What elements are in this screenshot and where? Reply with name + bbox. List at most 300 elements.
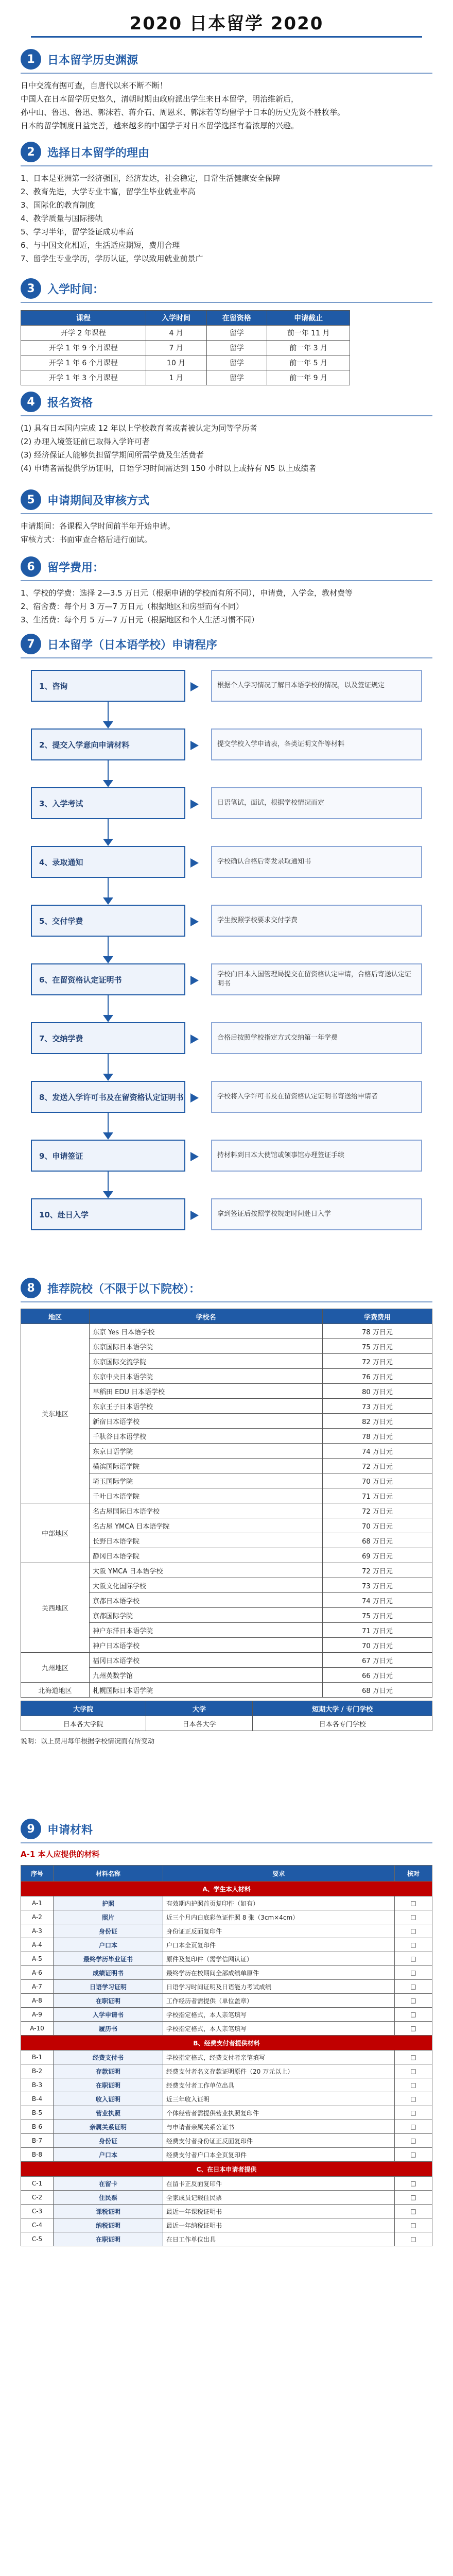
item-name: 身份证 <box>54 2134 163 2148</box>
item-checkbox[interactable]: □ <box>395 2008 432 2022</box>
flow-connector <box>108 995 109 1015</box>
item-requirement: 学校指定格式，本人亲笔填写 <box>163 2008 395 2022</box>
tuition-cell: 66 万日元 <box>323 1668 432 1683</box>
flow-step: 1、咨询 <box>31 670 185 702</box>
school-name-cell: 九州英数学馆 <box>90 1668 323 1683</box>
tuition-cell: 67 万日元 <box>323 1653 432 1668</box>
enrollment-table <box>21 310 350 385</box>
section-divider <box>21 513 432 514</box>
tuition-cell: 78 万日元 <box>323 1324 432 1339</box>
item-name: 入学申请书 <box>54 2008 163 2022</box>
flow-step: 5、交付学费 <box>31 905 185 937</box>
tuition-cell: 78 万日元 <box>323 1429 432 1444</box>
tuition-cell: 70 万日元 <box>323 1638 432 1653</box>
section-header <box>21 489 432 510</box>
table-row <box>21 1924 432 1938</box>
tuition-cell: 68 万日元 <box>323 1683 432 1698</box>
item-checkbox[interactable]: □ <box>395 2106 432 2120</box>
column-header: 大学 <box>146 1701 253 1716</box>
section-divider <box>21 1842 432 1843</box>
section-title: 推荐院校（不限于以下院校）： <box>47 1282 201 1296</box>
tuition-cell: 75 万日元 <box>323 1339 432 1354</box>
table-row <box>21 2177 432 2191</box>
item-name: 日语学习证明 <box>54 1980 163 1994</box>
table-row <box>21 1910 432 1924</box>
tuition-cell: 82 万日元 <box>323 1414 432 1429</box>
item-code: B-2 <box>21 2064 54 2078</box>
flow-step: 6、在留资格认定证明书 <box>31 963 185 995</box>
table-row <box>21 1653 432 1668</box>
item-code: A-10 <box>21 2022 54 2036</box>
school-name-cell: 静冈日本语学院 <box>90 1548 323 1563</box>
section-title: 日本留学历史渊源 <box>47 54 138 67</box>
section-number: 3 <box>21 278 41 299</box>
tuition-cell: 72 万日元 <box>323 1354 432 1369</box>
region-cell: 关西地区 <box>21 1563 90 1653</box>
item-checkbox[interactable]: □ <box>395 1938 432 1952</box>
section-header <box>21 142 432 162</box>
item-code: C-3 <box>21 2205 54 2218</box>
flow-step: 8、发送入学许可书及在留资格认定证明书 <box>31 1081 185 1113</box>
section-divider <box>21 657 432 658</box>
table-row <box>21 2008 432 2022</box>
table-row <box>21 2134 432 2148</box>
list-item: (1) 具有日本国内完成 12 年以上学校教育者或者被认定为同等学历者 <box>21 423 257 433</box>
section-materials <box>21 1819 432 2246</box>
item-requirement: 最近一年纳税证明书 <box>163 2218 395 2232</box>
item-name: 在留卡 <box>54 2177 163 2191</box>
tuition-cell: 72 万日元 <box>323 1503 432 1518</box>
school-name-cell: 京都日本语学校 <box>90 1593 323 1608</box>
item-name: 照片 <box>54 1910 163 1924</box>
school-name-cell: 埼玉国际学院 <box>90 1473 323 1488</box>
table-row <box>21 2092 432 2106</box>
flow-arrow-icon <box>103 1015 113 1022</box>
item-requirement: 户口本全页复印件 <box>163 1938 395 1952</box>
materials-subtitle: A-1 本人应提供的材料 <box>21 1850 100 1859</box>
tuition-cell: 73 万日元 <box>323 1578 432 1593</box>
flow-arrow-icon <box>103 780 113 787</box>
paragraph-line: 中国人在日本留学历史悠久，清朝时期由政府派出学生来日本留学，明治维新后， <box>21 94 299 104</box>
table-row <box>21 1896 432 1910</box>
tuition-cell: 76 万日元 <box>323 1369 432 1384</box>
item-name: 收入证明 <box>54 2092 163 2106</box>
item-name: 成绩证明书 <box>54 1966 163 1980</box>
flow-arrow-icon <box>103 1191 113 1198</box>
region-cell: 九州地区 <box>21 1653 90 1683</box>
school-name-cell: 大阪 YMCA 日本语学校 <box>90 1563 323 1578</box>
table-row <box>21 1994 432 2008</box>
flow-step-note: 拿到签证后按照学校规定时间赴日入学 <box>211 1198 422 1230</box>
item-name: 营业执照 <box>54 2106 163 2120</box>
item-name: 护照 <box>54 1896 163 1910</box>
table-row <box>21 1683 432 1698</box>
item-checkbox[interactable]: □ <box>395 2191 432 2205</box>
flow-step-note: 学校确认合格后寄发录取通知书 <box>211 846 422 878</box>
item-requirement: 在留卡正反面复印件 <box>163 2177 395 2191</box>
list-item: 2、宿舍费：每个月 3 万—7 万日元（根据地区和房型而有不同） <box>21 602 243 611</box>
item-name: 履历书 <box>54 2022 163 2036</box>
table-row <box>21 2106 432 2120</box>
column-header: 地区 <box>21 1309 90 1324</box>
table-cell: 前一年 5 月 <box>267 355 350 370</box>
table-header-row <box>21 311 350 326</box>
flow-arrow-icon <box>103 897 113 905</box>
item-requirement: 最终学历在校期间全部成绩单原件 <box>163 1966 395 1980</box>
materials-table <box>21 1865 432 2246</box>
section-header <box>21 392 432 412</box>
table-cell: 前一年 3 月 <box>267 341 350 355</box>
item-requirement: 工作经历者需提供（单位盖章） <box>163 1994 395 2008</box>
section-divider <box>21 302 432 303</box>
item-requirement: 学校指定格式，本人亲笔填写 <box>163 2022 395 2036</box>
school-name-cell: 东京 Yes 日本语学校 <box>90 1324 323 1339</box>
flow-step: 9、申请签证 <box>31 1140 185 1172</box>
school-name-cell: 新宿日本语学校 <box>90 1414 323 1429</box>
table-row <box>21 1938 432 1952</box>
section-number: 7 <box>21 634 41 654</box>
item-code: A-3 <box>21 1924 54 1938</box>
item-requirement: 有效期内护照首页复印件（如有） <box>163 1896 395 1910</box>
tuition-cell: 68 万日元 <box>323 1533 432 1548</box>
table-row <box>21 1563 432 1578</box>
table-row <box>21 2022 432 2036</box>
item-code: B-6 <box>21 2120 54 2134</box>
document-title: 2020 日本留学 2020 <box>129 13 324 34</box>
higher-ed-table <box>21 1701 432 1731</box>
item-requirement: 最近一年课税证明书 <box>163 2205 395 2218</box>
school-name-cell: 千叶日本语学院 <box>90 1488 323 1503</box>
paragraph-line: 孙中山、鲁迅、鲁迅、郭沫若、蒋介石、周恩来、郭沫若等均留学于日本的历史先贤不胜枚举。 <box>21 108 345 117</box>
item-code: A-7 <box>21 1980 54 1994</box>
section-number: 6 <box>21 556 41 577</box>
item-requirement: 原件及复印件（需学信网认证） <box>163 1952 395 1966</box>
item-checkbox[interactable]: □ <box>395 2078 432 2092</box>
section-title: 选择日本留学的理由 <box>47 146 150 160</box>
column-header: 申请截止 <box>267 311 350 326</box>
table-row <box>21 2148 432 2162</box>
section-divider <box>21 165 432 166</box>
item-code: B-8 <box>21 2148 54 2162</box>
item-checkbox[interactable]: □ <box>395 2092 432 2106</box>
paragraph-line: 日本的留学制度日益完善，越来越多的中国学子对日本留学选择有着浓厚的兴趣。 <box>21 121 299 130</box>
flow-step: 3、入学考试 <box>31 787 185 819</box>
item-requirement: 近三个月内白底彩色证件照 8 张（3cm×4cm） <box>163 1910 395 1924</box>
flow-step-note: 根据个人学习情况了解日本语学校的情况，以及签证规定 <box>211 670 422 702</box>
item-code: B-5 <box>21 2106 54 2120</box>
section-title: 申请材料 <box>47 1823 93 1837</box>
section-schools <box>21 1278 432 1749</box>
section-title: 报名资格 <box>47 396 93 410</box>
flow-arrow-icon <box>103 721 113 728</box>
table-cell: 前一年 9 月 <box>267 370 350 385</box>
flow-step-note: 学校向日本入国管理局提交在留资格认定申请，合格后寄送认定证明书 <box>211 963 422 995</box>
flow-step: 10、赴日入学 <box>31 1198 185 1230</box>
flow-step-note: 持材料到日本大使馆或领事馆办理签证手续 <box>211 1140 422 1172</box>
school-name-cell: 东京国际日本语学院 <box>90 1339 323 1354</box>
paragraph-line: 日中交流有据可查，自唐代以来不断不断！ <box>21 81 168 90</box>
table-row <box>21 1980 432 1994</box>
group-header: C、在日本申请者提供 <box>21 2162 432 2177</box>
list-item: (3) 经济保证人能够负担留学期间所需学费及生活费者 <box>21 450 204 460</box>
section-title: 留学费用： <box>47 561 104 574</box>
section-divider <box>21 1301 432 1302</box>
item-requirement: 经费支付者工作单位出具 <box>163 2078 395 2092</box>
school-name-cell: 东京日语学院 <box>90 1444 323 1459</box>
group-header-row <box>21 2162 432 2177</box>
table-row <box>21 1324 432 1339</box>
table-cell: 开学 1 年 6 个月课程 <box>21 355 146 370</box>
section-divider <box>21 580 432 581</box>
section-title: 日本留学（日本语学校）申请程序 <box>47 638 218 652</box>
section-body <box>21 79 432 132</box>
list-item: (4) 申请者需提供学历证明，日语学习时间需达到 150 小时以上或持有 N5 以上成绩者 <box>21 464 317 473</box>
item-checkbox[interactable]: □ <box>395 2022 432 2036</box>
item-requirement: 学校指定格式，经费支付者亲笔填写 <box>163 2050 395 2064</box>
item-name: 亲属关系证明 <box>54 2120 163 2134</box>
item-requirement: 身份证正反面复印件 <box>163 1924 395 1938</box>
table-cell: 4 月 <box>146 326 206 341</box>
section-header <box>21 634 432 654</box>
table-header-row <box>21 1309 432 1324</box>
flow-connector <box>108 1172 109 1191</box>
section-header <box>21 49 432 70</box>
paragraph-line: 审核方式：书面审查合格后进行面试。 <box>21 535 152 544</box>
tuition-cell: 69 万日元 <box>323 1548 432 1563</box>
item-name: 经费支付书 <box>54 2050 163 2064</box>
flow-arrow-icon <box>103 1132 113 1140</box>
flow-arrow-icon <box>103 1074 113 1081</box>
table-row <box>21 2191 432 2205</box>
section-enrollment <box>21 278 432 385</box>
table-row <box>21 326 350 341</box>
item-code: C-1 <box>21 2177 54 2191</box>
section-header <box>21 1819 432 1839</box>
table-row <box>21 2120 432 2134</box>
school-name-cell: 神户东洋日本语学院 <box>90 1623 323 1638</box>
section-history <box>21 49 432 132</box>
item-code: A-8 <box>21 1994 54 2008</box>
item-requirement: 经费支付者身份证正反面复印件 <box>163 2134 395 2148</box>
school-name-cell: 早稻田 EDU 日本语学校 <box>90 1384 323 1399</box>
flow-step-note: 日语笔试，面试，根据学校情况而定 <box>211 787 422 819</box>
school-name-cell: 东京王子日本语学校 <box>90 1399 323 1414</box>
title-divider <box>31 36 422 38</box>
schools-note: 说明：以上费用每年根据学校情况而有所变动 <box>21 1738 155 1745</box>
table-cell: 留学 <box>206 355 267 370</box>
flow-connector <box>108 702 109 721</box>
item-checkbox[interactable]: □ <box>395 2134 432 2148</box>
item-checkbox[interactable]: □ <box>395 2050 432 2064</box>
tuition-cell: 80 万日元 <box>323 1384 432 1399</box>
table-cell: 日本各专门学校 <box>253 1716 432 1731</box>
item-requirement: 在日工作单位出具 <box>163 2232 395 2246</box>
item-name: 课税证明 <box>54 2205 163 2218</box>
table-row <box>21 2064 432 2078</box>
item-name: 纳税证明 <box>54 2218 163 2232</box>
section-procedure <box>21 634 432 658</box>
item-name: 在职证明 <box>54 2078 163 2092</box>
item-checkbox[interactable]: □ <box>395 2205 432 2218</box>
item-checkbox[interactable]: □ <box>395 1980 432 1994</box>
flow-connector <box>108 1113 109 1132</box>
item-checkbox[interactable]: □ <box>395 2120 432 2134</box>
item-requirement: 个体经营者需提供营业执照复印件 <box>163 2106 395 2120</box>
section-number: 8 <box>21 1278 41 1298</box>
column-header: 入学时间 <box>146 311 206 326</box>
section-costs <box>21 556 432 626</box>
school-name-cell: 大阪文化国际学校 <box>90 1578 323 1593</box>
table-row <box>21 2078 432 2092</box>
section-number: 1 <box>21 49 41 70</box>
item-checkbox[interactable]: □ <box>395 1896 432 1910</box>
flow-connector <box>108 760 109 780</box>
school-name-cell: 名古屋 YMCA 日本语学院 <box>90 1518 323 1533</box>
table-cell: 开学 1 年 3 个月课程 <box>21 370 146 385</box>
section-divider <box>21 73 432 74</box>
item-checkbox[interactable]: □ <box>395 2064 432 2078</box>
item-requirement: 经费支付者名义存款证明原件（20 万元以上） <box>163 2064 395 2078</box>
item-checkbox[interactable]: □ <box>395 2148 432 2162</box>
region-cell: 北海道地区 <box>21 1683 90 1698</box>
column-header: 大学院 <box>21 1701 146 1716</box>
tuition-cell: 73 万日元 <box>323 1399 432 1414</box>
table-row <box>21 1716 432 1731</box>
column-header: 在留资格 <box>206 311 267 326</box>
column-header: 核对 <box>395 1866 432 1882</box>
region-cell: 关东地区 <box>21 1324 90 1503</box>
tuition-cell: 71 万日元 <box>323 1488 432 1503</box>
item-requirement: 全家成员记载住民票 <box>163 2191 395 2205</box>
item-code: A-6 <box>21 1966 54 1980</box>
section-body <box>21 172 432 265</box>
table-row <box>21 355 350 370</box>
table-row <box>21 2050 432 2064</box>
item-code: A-5 <box>21 1952 54 1966</box>
section-header <box>21 278 432 299</box>
item-code: C-5 <box>21 2232 54 2246</box>
flow-connector <box>108 819 109 839</box>
region-cell: 中部地区 <box>21 1503 90 1563</box>
flow-step: 4、录取通知 <box>31 846 185 878</box>
list-item: 6、与中国文化相近，生活适应期短，费用合理 <box>21 241 180 250</box>
list-item: 5、学习半年，留学签证成功率高 <box>21 227 134 236</box>
school-name-cell: 福冈日本语学校 <box>90 1653 323 1668</box>
item-checkbox[interactable]: □ <box>395 2232 432 2246</box>
tuition-cell: 72 万日元 <box>323 1459 432 1473</box>
column-header: 学校名 <box>90 1309 323 1324</box>
column-header: 要求 <box>163 1866 395 1882</box>
tuition-cell: 74 万日元 <box>323 1444 432 1459</box>
section-reasons <box>21 142 432 265</box>
flow-step: 2、提交入学意向申请材料 <box>31 728 185 760</box>
item-checkbox[interactable]: □ <box>395 1994 432 2008</box>
school-name-cell: 京都国际学院 <box>90 1608 323 1623</box>
section-body <box>21 586 432 626</box>
item-name: 户口本 <box>54 2148 163 2162</box>
section-header <box>21 1278 432 1298</box>
table-row <box>21 1952 432 1966</box>
item-checkbox[interactable]: □ <box>395 2177 432 2191</box>
schools-table <box>21 1309 432 1698</box>
table-row <box>21 2232 432 2246</box>
list-item: 7、留学生专业学历，学历认证，学以致用就业前景广 <box>21 254 203 263</box>
table-row <box>21 1503 432 1518</box>
table-cell: 留学 <box>206 341 267 355</box>
item-requirement: 日语学习时间证明及日语能力考试成绩 <box>163 1980 395 1994</box>
section-divider <box>21 415 432 416</box>
column-header: 材料名称 <box>54 1866 163 1882</box>
tuition-cell: 70 万日元 <box>323 1518 432 1533</box>
flow-connector <box>108 1054 109 1074</box>
item-requirement: 经费支付者户口本全页复印件 <box>163 2148 395 2162</box>
item-name: 身份证 <box>54 1924 163 1938</box>
column-header: 学费费用 <box>323 1309 432 1324</box>
item-code: A-4 <box>21 1938 54 1952</box>
item-code: A-9 <box>21 2008 54 2022</box>
school-name-cell: 札幌国际日本语学院 <box>90 1683 323 1698</box>
paragraph-line: 申请期间：各课程入学时间前半年开始申请。 <box>21 521 176 531</box>
item-checkbox[interactable]: □ <box>395 2218 432 2232</box>
table-cell: 日本各大学院 <box>21 1716 146 1731</box>
item-name: 住民票 <box>54 2191 163 2205</box>
section-application-period <box>21 489 432 546</box>
table-cell: 7 月 <box>146 341 206 355</box>
list-item: 1、日本是亚洲第一经济强国，经济发达，社会稳定，日常生活健康安全保障 <box>21 174 281 183</box>
group-header: A、学生本人材料 <box>21 1882 432 1896</box>
item-name: 在职证明 <box>54 2232 163 2246</box>
flow-arrow-icon <box>103 839 113 846</box>
flow-step-note: 合格后按照学校指定方式交纳第一年学费 <box>211 1022 422 1054</box>
item-code: C-4 <box>21 2218 54 2232</box>
item-name: 在职证明 <box>54 1994 163 2008</box>
section-body <box>21 421 432 475</box>
list-item: 1、学校的学费：选择 2—3.5 万日元（根据申请的学校而有所不同），申请费，入学金，教材费等 <box>21 588 353 598</box>
table-cell: 日本各大学 <box>146 1716 253 1731</box>
item-code: A-1 <box>21 1896 54 1910</box>
table-header-row <box>21 1701 432 1716</box>
table-header-row <box>21 1866 432 1882</box>
table-cell: 留学 <box>206 370 267 385</box>
section-title: 入学时间： <box>47 283 104 296</box>
item-checkbox[interactable]: □ <box>395 1910 432 1924</box>
item-checkbox[interactable]: □ <box>395 1952 432 1966</box>
flow-arrow-icon <box>103 956 113 963</box>
procedure-flowchart <box>21 670 432 1262</box>
table-row <box>21 341 350 355</box>
school-name-cell: 名古屋国际日本语学校 <box>90 1503 323 1518</box>
item-checkbox[interactable]: □ <box>395 1924 432 1938</box>
flow-connector <box>108 937 109 956</box>
list-item: 4、教学质量与国际接轨 <box>21 214 103 223</box>
list-item: 3、生活费：每个月 5 万—7 万日元（根据地区和个人生活习惯不同） <box>21 615 259 624</box>
item-checkbox[interactable]: □ <box>395 1966 432 1980</box>
flow-step-note: 提交学校入学申请表，各类证明文件等材料 <box>211 728 422 760</box>
table-row <box>21 370 350 385</box>
item-code: B-4 <box>21 2092 54 2106</box>
item-name: 户口本 <box>54 1938 163 1952</box>
school-name-cell: 东京国际交流学院 <box>90 1354 323 1369</box>
section-header <box>21 556 432 577</box>
table-cell: 留学 <box>206 326 267 341</box>
flow-step-note: 学生按照学校要求交付学费 <box>211 905 422 937</box>
school-name-cell: 千驮谷日本语学校 <box>90 1429 323 1444</box>
tuition-cell: 75 万日元 <box>323 1608 432 1623</box>
tuition-cell: 70 万日元 <box>323 1473 432 1488</box>
group-header: B、经费支付者提供材料 <box>21 2036 432 2050</box>
table-cell: 开学 2 年课程 <box>21 326 146 341</box>
table-row <box>21 2218 432 2232</box>
